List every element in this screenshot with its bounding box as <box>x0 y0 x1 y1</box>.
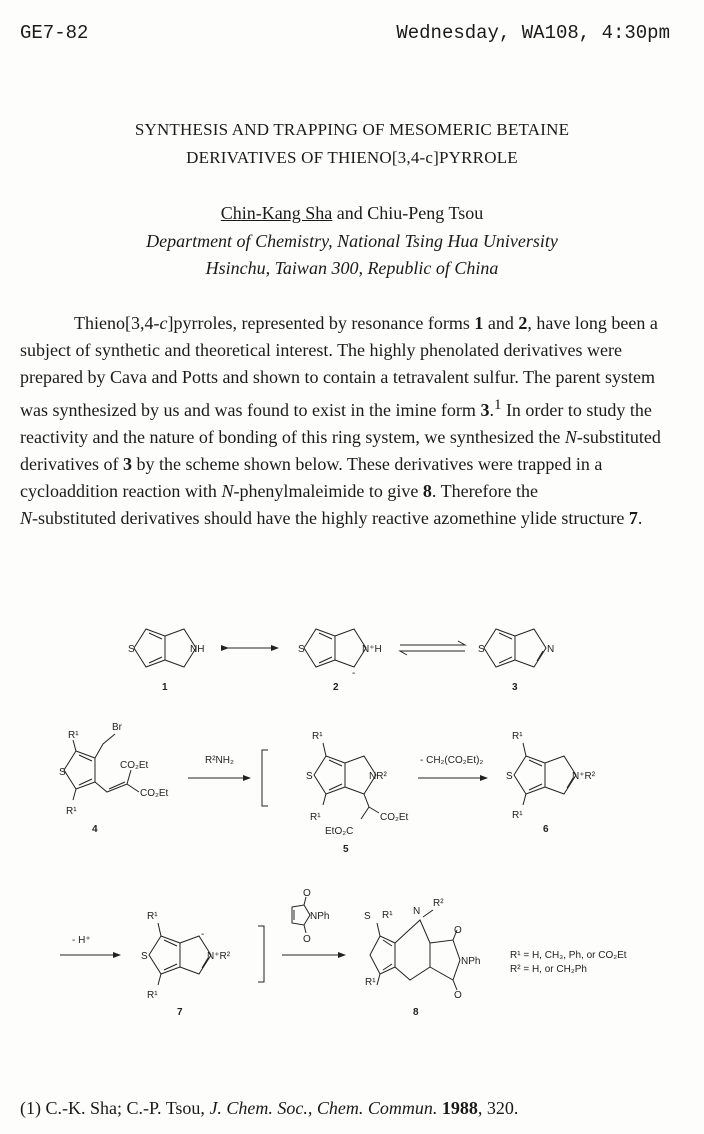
charge-label: - <box>352 668 356 679</box>
compound-number: 7 <box>177 1007 183 1018</box>
substituent-label: Br <box>112 722 122 733</box>
ref-number: (1) <box>20 1098 41 1118</box>
n-phenylmaleimide <box>292 897 310 933</box>
substituent-label: R¹ <box>68 730 79 741</box>
compound-ref: 3 <box>122 454 132 475</box>
t: . Therefore the <box>431 481 539 502</box>
t: -substituted derivatives of <box>20 426 661 475</box>
compound-ref: 3 <box>480 399 490 420</box>
title-line-1: SYNTHESIS AND TRAPPING OF MESOMERIC BETAINE <box>134 120 570 139</box>
t: by the scheme shown below. These derivatives were trapped in a cycloaddition reaction with <box>20 454 603 502</box>
ref-pages: , 320. <box>477 1098 519 1118</box>
reference-1 <box>20 1098 518 1119</box>
compound-number: 4 <box>92 824 98 835</box>
compound-number: 3 <box>512 682 518 693</box>
session-info: Wednesday, WA108, 4:30pm <box>396 22 670 44</box>
atom-label: N⁺R² <box>207 951 231 962</box>
compound-number: 2 <box>333 682 339 693</box>
atom-label: N <box>413 906 421 917</box>
bracket <box>258 926 264 982</box>
atom-label: S <box>59 767 66 778</box>
atom-label: NPh <box>461 956 481 967</box>
affiliation-1: Department of Chemistry, National Tsing Hua University <box>146 231 558 251</box>
substituent-label: CO₂Et <box>380 812 409 823</box>
title-line-2: DERIVATIVES OF THIENO[3,4-c]PYRROLE <box>186 148 518 167</box>
compound-8 <box>370 910 460 990</box>
presenting-author: Chin-Kang Sha <box>220 203 333 223</box>
abstract-body: Thieno[3,4-c]pyrroles, represented by resonance forms 1 and 2, have long been a subject of synthetic and theoretical interest. The highly phenolated derivatives were prepared by Cava and Potts and shown to contain a tetravalent sulfur. The parent system was synthesized by us and was found to exist in the imine form 3.$^1$ In order to study the reactivity and the nature of bonding of this ring system, we synthesized the N-substituted derivatives of 3 by the scheme shown below. These derivatives were trapped in a cycloaddition reaction with N-phenylmaleimide to give 8. Therefore the N-substituted derivatives should have the highly reactive azomethine ylide structure 7. <box>20 313 661 529</box>
authors <box>0 203 704 224</box>
ref-journal: J. Chem. Soc. <box>209 1098 308 1118</box>
substituent-label: R¹ <box>147 911 158 922</box>
atom-label: S <box>128 644 135 655</box>
substituent-label: CO₂Et <box>120 760 149 771</box>
compound-number: 5 <box>343 844 349 855</box>
footnote-marker: 1 <box>493 396 502 413</box>
atom-label: NH <box>190 644 205 655</box>
t: ]pyrroles, represented by resonance forms <box>167 313 475 333</box>
compound-ref: 1 <box>474 313 484 333</box>
substituent-label: R¹ <box>312 731 323 742</box>
compound-ref: 7 <box>628 508 638 529</box>
compound-2 <box>304 629 366 667</box>
compound-ref: 8 <box>422 481 432 502</box>
t: In order to study the reactivity and the nature of bonding of this ring system, we synthesized the <box>20 399 652 447</box>
t: and <box>483 313 519 333</box>
substituent-label: R² <box>433 898 444 909</box>
reagent-label: - H⁺ <box>72 935 91 946</box>
reaction-scheme <box>0 600 704 1040</box>
substituent-legend: R¹ = H, CH₃, Ph, or CO₂Et <box>510 950 627 961</box>
atom-label: S <box>478 644 485 655</box>
substituent-label: R¹ <box>382 910 393 921</box>
atom-label: N⁺H <box>362 644 382 655</box>
ref-authors: C.-K. Sha; C.-P. Tsou, <box>45 1098 210 1118</box>
substituent-label: R¹ <box>147 990 158 1001</box>
ref-journal: , Chem. Commun. <box>307 1098 438 1118</box>
compound-6 <box>514 743 576 805</box>
t: c <box>159 313 168 333</box>
t: N <box>20 508 33 529</box>
atom-label: S <box>364 911 371 922</box>
compound-number: 1 <box>162 682 168 693</box>
ref-year: 1988 <box>437 1098 478 1118</box>
t: , have long been a subject of synthetic and theoretical interest. The highly phenolated derivatives were prepared by Cava and Potts and shown to contain a tetravalent sulfur. The parent system was synthesized by us and was found to exist in the imine form <box>20 313 658 420</box>
substituent-label: R¹ <box>512 731 523 742</box>
atom-label: NR² <box>369 771 387 782</box>
substituent-label: R¹ <box>512 810 523 821</box>
compound-number: 8 <box>413 1007 419 1018</box>
compound-ref: 2 <box>518 313 528 333</box>
atom-label: N⁺R² <box>572 771 596 782</box>
atom-label: N <box>547 644 555 655</box>
affiliation-2: Hsinchu, Taiwan 300, Republic of China <box>205 258 499 278</box>
compound-3 <box>484 629 546 667</box>
substituent-label: R¹ <box>310 812 321 823</box>
substituent-label: R¹ <box>365 977 376 988</box>
and-text: and <box>332 203 368 223</box>
coauthor: Chiu-Peng Tsou <box>367 203 484 223</box>
t: -substituted derivatives should have the highly reactive azomethine ylide structure <box>32 508 629 529</box>
t: -phenylmaleimide to give <box>233 481 423 502</box>
atom-label: S <box>506 771 513 782</box>
atom-label: NPh <box>310 911 330 922</box>
charge-label: - <box>201 929 205 940</box>
bracket <box>262 750 268 806</box>
reagent-label: - CH₂(CO₂Et)₂ <box>420 755 484 766</box>
t: . <box>637 508 643 529</box>
t: N <box>221 481 234 502</box>
abstract-code: GE7-82 <box>20 22 89 44</box>
substituent-label: EtO₂C <box>325 826 354 837</box>
reagent-label: R²NH₂ <box>205 755 234 766</box>
substituent-label: CO₂Et <box>140 788 169 799</box>
substituent-legend: R² = H, or CH₂Ph <box>510 964 587 975</box>
atom-label: O <box>454 925 462 936</box>
atom-label: S <box>298 644 305 655</box>
atom-label: O <box>303 888 311 899</box>
equilibrium-arrow <box>400 641 465 655</box>
substituent-label: R¹ <box>66 806 77 817</box>
compound-number: 6 <box>543 824 549 835</box>
atom-label: S <box>141 951 148 962</box>
atom-label: O <box>454 990 462 1001</box>
t: N <box>564 426 577 447</box>
atom-label: S <box>306 771 313 782</box>
atom-label: O <box>303 934 311 945</box>
t: Thieno[3,4- <box>74 313 160 333</box>
compound-1 <box>134 629 196 667</box>
